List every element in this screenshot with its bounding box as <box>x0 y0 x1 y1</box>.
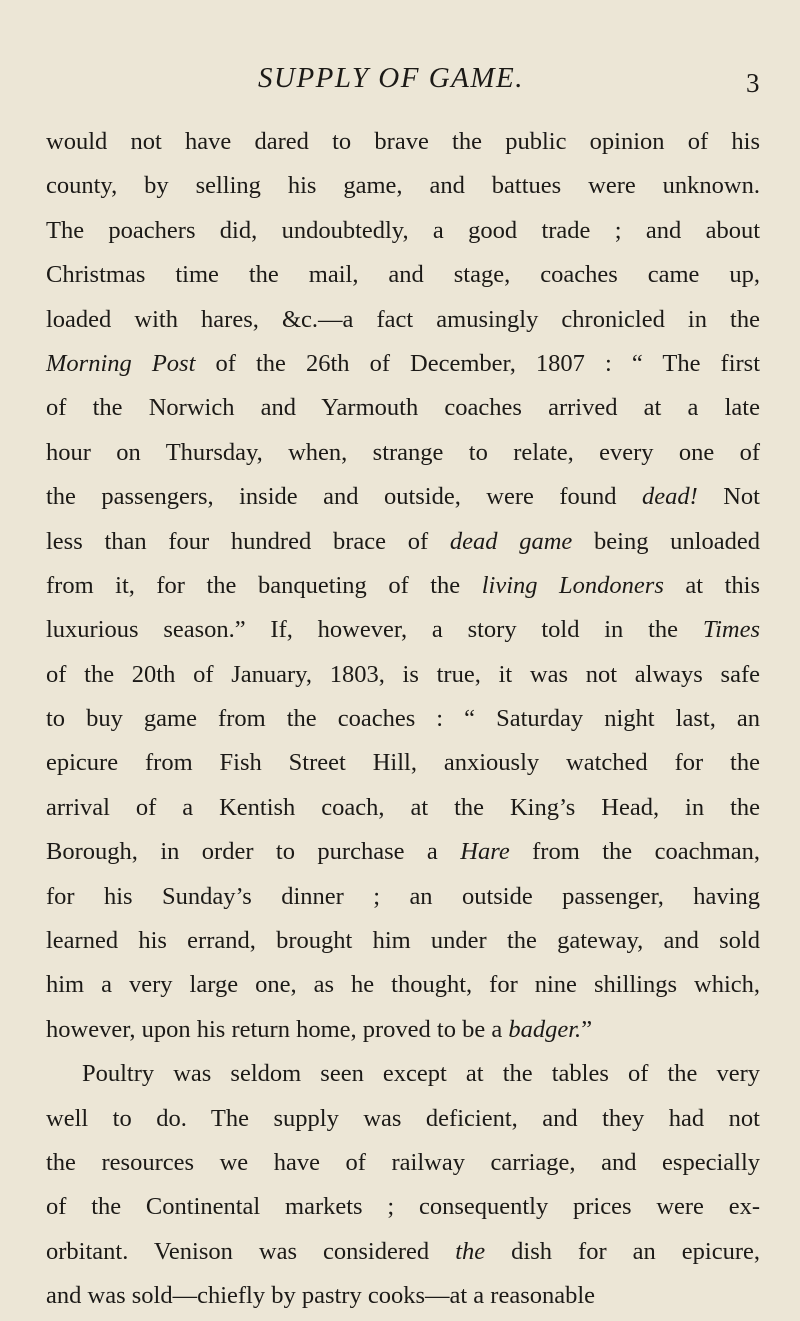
text-line <box>46 1230 760 1274</box>
text-line <box>46 386 760 430</box>
italic-text: dead! <box>641 483 698 511</box>
text-span: from it, for the banqueting of the <box>46 571 482 599</box>
text-line <box>46 697 760 741</box>
text-span: epicure from Fish Street Hill, anxiously watched for the <box>46 749 760 777</box>
text-line <box>46 741 760 785</box>
text-line <box>46 786 760 830</box>
text-line <box>46 431 760 475</box>
text-line <box>46 209 760 253</box>
text-span: Christmas time the mail, and stage, coaches came up, <box>46 261 760 289</box>
text-span: to buy game from the coaches : “ Saturday night last, an <box>46 705 760 733</box>
text-span: less than four hundred brace of <box>46 527 450 555</box>
text-span: The poachers did, undoubtedly, a good trade ; and about <box>46 216 760 244</box>
text-span: of the 20th of January, 1803, is true, it was not always safe <box>46 660 760 688</box>
text-line <box>46 1097 760 1141</box>
text-line <box>46 298 760 342</box>
text-span: Not <box>697 483 760 511</box>
italic-text: dead game <box>449 527 573 555</box>
text-span: at this <box>663 571 760 599</box>
text-line <box>46 1185 760 1229</box>
text-line <box>46 1008 760 1052</box>
text-span: county, by selling his game, and battues were unknown. <box>46 172 760 200</box>
text-span: arrival of a Kentish coach, at the King’s Head, in the <box>46 793 760 821</box>
text-line <box>46 1052 760 1096</box>
text-span: well to do. The supply was deficient, and they had not <box>46 1104 760 1132</box>
text-span: however, upon his return home, proved to be a <box>46 1015 509 1043</box>
text-span: the passengers, inside and outside, were found <box>46 483 642 511</box>
text-span: being unloaded <box>572 527 760 555</box>
running-title: SUPPLY OF GAME. <box>258 62 524 94</box>
text-line <box>46 253 760 297</box>
italic-text: the <box>455 1237 486 1265</box>
text-line <box>46 520 760 564</box>
text-line <box>46 830 760 874</box>
text-line <box>46 564 760 608</box>
text-span: him a very large one, as he thought, for nine shillings which, <box>46 971 760 999</box>
text-line <box>46 120 760 164</box>
text-span: hour on Thursday, when, strange to relate, every one of <box>46 438 760 466</box>
body-text <box>46 120 760 1319</box>
text-span: of the 26th of December, 1807 : “ The first <box>195 349 760 377</box>
text-span: of the Norwich and Yarmouth coaches arrived at a late <box>46 394 760 422</box>
text-span: orbitant. Venison was considered <box>46 1237 456 1265</box>
text-line <box>46 963 760 1007</box>
page-header <box>0 62 800 102</box>
text-span: loaded with hares, &c.—a fact amusingly chronicled in the <box>46 305 760 333</box>
text-line <box>46 875 760 919</box>
text-line <box>46 608 760 652</box>
italic-text: badger. <box>508 1015 582 1043</box>
text-line <box>46 342 760 386</box>
page-number: 3 <box>746 68 760 98</box>
italic-text: Times <box>702 616 760 644</box>
text-span: the resources we have of railway carriage, and especially <box>46 1148 760 1176</box>
text-line <box>46 1141 760 1185</box>
text-span: luxurious season.” If, however, a story told in the <box>46 616 703 644</box>
italic-text: living Londoners <box>481 571 664 599</box>
text-line <box>46 475 760 519</box>
text-line <box>46 1274 760 1318</box>
text-span: Borough, in order to purchase a <box>46 838 461 866</box>
text-line <box>46 164 760 208</box>
text-span: from the coachman, <box>509 838 760 866</box>
text-line <box>46 653 760 697</box>
text-span: and was sold—chiefly by pastry cooks—at a reasonable <box>46 1282 596 1310</box>
text-span: of the Continental markets ; consequently prices were ex- <box>46 1193 760 1221</box>
text-span: dish for an epicure, <box>485 1237 760 1265</box>
italic-text: Morning Post <box>46 349 196 377</box>
text-span: learned his errand, brought him under the gateway, and sold <box>46 927 760 955</box>
text-line <box>46 919 760 963</box>
text-span: ” <box>581 1015 593 1043</box>
text-span: for his Sunday’s dinner ; an outside passenger, having <box>46 882 760 910</box>
italic-text: Hare <box>460 838 510 866</box>
text-span: would not have dared to brave the public opinion of his <box>46 128 760 155</box>
text-span: Poultry was seldom seen except at the tables of the very <box>82 1060 760 1088</box>
